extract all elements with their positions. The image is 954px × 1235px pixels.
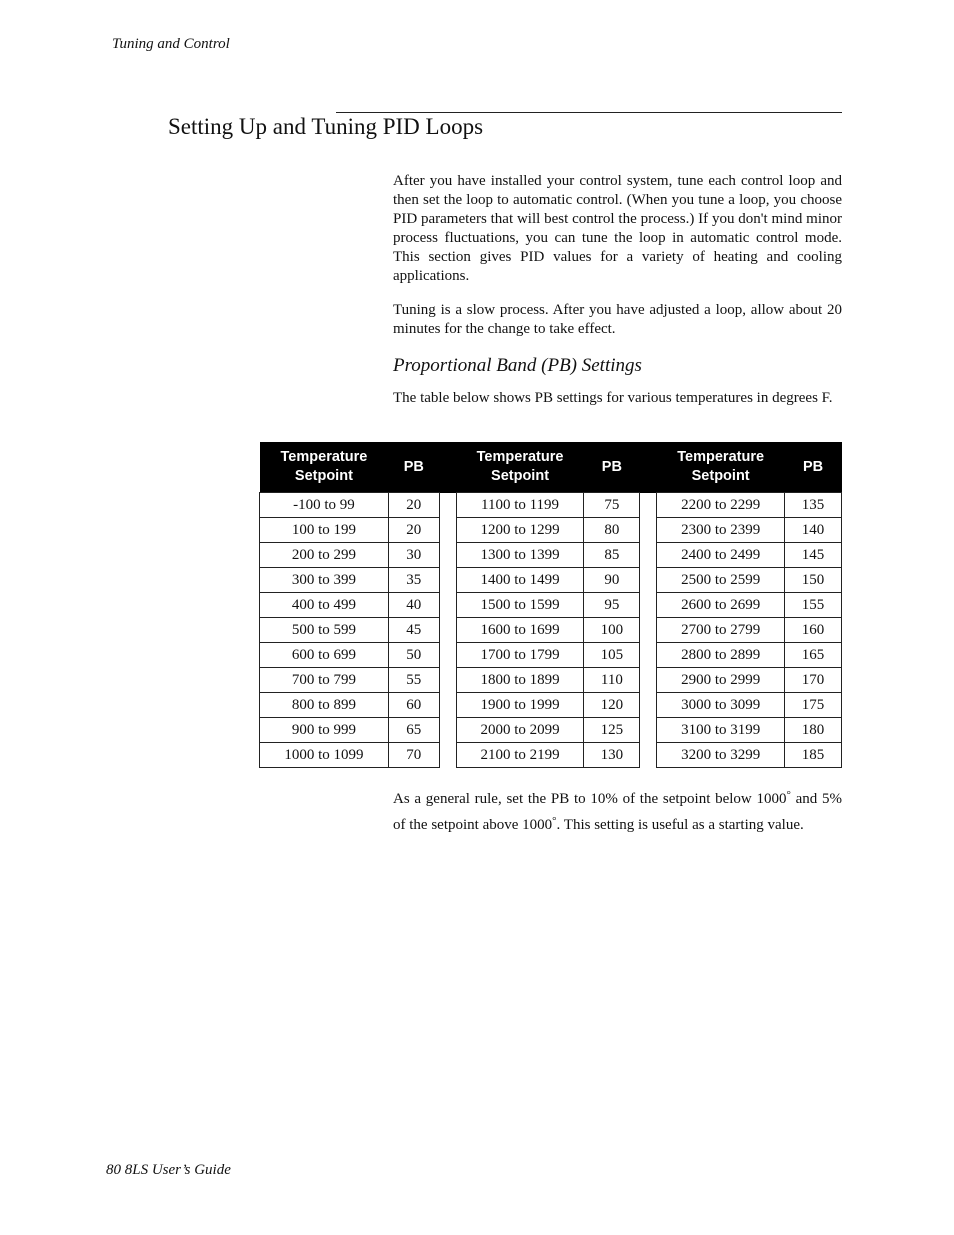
pb-cell: 75 — [584, 493, 640, 518]
general-rule-paragraph: As a general rule, set the PB to 10% of the setpoint below 1000° and 5% of the setpoint above 1000°. This setting is useful as a starting value. — [393, 789, 842, 833]
header-temperature-setpoint: Temperature Setpoint — [657, 442, 785, 493]
temperature-setpoint-cell: 2500 to 2599 — [657, 568, 785, 593]
pb-cell: 20 — [388, 493, 439, 518]
pb-cell: 85 — [584, 543, 640, 568]
temperature-setpoint-cell: 2000 to 2099 — [456, 718, 584, 743]
pb-cell: 110 — [584, 668, 640, 693]
temperature-setpoint-cell: 2100 to 2199 — [456, 743, 584, 768]
temperature-setpoint-cell: 500 to 599 — [260, 618, 389, 643]
temperature-setpoint-cell: 1400 to 1499 — [456, 568, 584, 593]
pb-cell: 35 — [388, 568, 439, 593]
temperature-setpoint-cell: 2600 to 2699 — [657, 593, 785, 618]
temperature-setpoint-cell: 1900 to 1999 — [456, 693, 584, 718]
table-row — [260, 718, 842, 743]
temperature-setpoint-cell: 2700 to 2799 — [657, 618, 785, 643]
column-gap — [640, 593, 657, 618]
column-gap — [640, 693, 657, 718]
temperature-setpoint-cell: 800 to 899 — [260, 693, 389, 718]
column-gap — [439, 618, 456, 643]
pb-cell: 80 — [584, 518, 640, 543]
table-row — [260, 543, 842, 568]
pb-cell: 20 — [388, 518, 439, 543]
section-rule — [336, 112, 842, 113]
column-gap — [640, 643, 657, 668]
pb-cell: 125 — [584, 718, 640, 743]
tuning-paragraph: Tuning is a slow process. After you have adjusted a loop, allow about 20 minutes for the change to take effect. — [393, 302, 842, 337]
column-gap — [640, 718, 657, 743]
section-title: Setting Up and Tuning PID Loops — [168, 114, 484, 139]
temperature-setpoint-cell: 100 to 199 — [260, 518, 389, 543]
column-gap — [439, 518, 456, 543]
pb-cell: 165 — [785, 643, 842, 668]
column-gap — [640, 493, 657, 518]
header-temperature-setpoint: Temperature Setpoint — [456, 442, 584, 493]
column-gap — [640, 618, 657, 643]
header-pb: PB — [388, 442, 439, 493]
pb-cell: 95 — [584, 593, 640, 618]
table-row — [260, 743, 842, 768]
temperature-setpoint-cell: 2400 to 2499 — [657, 543, 785, 568]
temperature-setpoint-cell: 300 to 399 — [260, 568, 389, 593]
pb-cell: 40 — [388, 593, 439, 618]
column-gap — [439, 693, 456, 718]
degree-symbol: ° — [786, 789, 791, 801]
column-gap — [439, 718, 456, 743]
temperature-setpoint-cell: 1100 to 1199 — [456, 493, 584, 518]
column-gap — [439, 568, 456, 593]
temperature-setpoint-cell: 3000 to 3099 — [657, 693, 785, 718]
pb-cell: 150 — [785, 568, 842, 593]
pb-cell: 170 — [785, 668, 842, 693]
column-gap — [439, 493, 456, 518]
table-row — [260, 668, 842, 693]
pb-cell: 105 — [584, 643, 640, 668]
page-footer: 80 8LS User’s Guide — [106, 1162, 231, 1178]
pb-cell: 140 — [785, 518, 842, 543]
intro-paragraph: After you have installed your control system, tune each control loop and then set the loop to automatic control. (When you tune a loop, you choose PID parameters that will best control the process.) If you don't mind minor process fluctuations, you can tune the loop in automatic control mode. This section gives PID values for a variety of heating and cooling applications. — [393, 173, 842, 284]
pb-settings-table — [259, 442, 842, 768]
table-intro: The table below shows PB settings for various temperatures in degrees F. — [393, 390, 833, 406]
header-gap — [439, 442, 456, 493]
column-gap — [439, 543, 456, 568]
temperature-setpoint-cell: 900 to 999 — [260, 718, 389, 743]
table-row — [260, 643, 842, 668]
pb-cell: 135 — [785, 493, 842, 518]
table-row — [260, 568, 842, 593]
pb-cell: 155 — [785, 593, 842, 618]
degree-symbol: ° — [552, 815, 557, 827]
running-head: Tuning and Control — [112, 36, 230, 52]
column-gap — [640, 668, 657, 693]
pb-cell: 130 — [584, 743, 640, 768]
temperature-setpoint-cell: 2200 to 2299 — [657, 493, 785, 518]
temperature-setpoint-cell: 1500 to 1599 — [456, 593, 584, 618]
table-body — [260, 493, 842, 768]
temperature-setpoint-cell: 3200 to 3299 — [657, 743, 785, 768]
pb-cell: 55 — [388, 668, 439, 693]
temperature-setpoint-cell: 700 to 799 — [260, 668, 389, 693]
temperature-setpoint-cell: 200 to 299 — [260, 543, 389, 568]
column-gap — [640, 543, 657, 568]
pb-cell: 120 — [584, 693, 640, 718]
pb-cell: 60 — [388, 693, 439, 718]
column-gap — [439, 643, 456, 668]
table-header-row — [260, 442, 842, 493]
pb-cell: 180 — [785, 718, 842, 743]
pb-cell: 145 — [785, 543, 842, 568]
temperature-setpoint-cell: 2800 to 2899 — [657, 643, 785, 668]
temperature-setpoint-cell: 600 to 699 — [260, 643, 389, 668]
column-gap — [640, 743, 657, 768]
temperature-setpoint-cell: 1200 to 1299 — [456, 518, 584, 543]
column-gap — [640, 518, 657, 543]
temperature-setpoint-cell: -100 to 99 — [260, 493, 389, 518]
pb-cell: 50 — [388, 643, 439, 668]
table-row — [260, 618, 842, 643]
temperature-setpoint-cell: 2300 to 2399 — [657, 518, 785, 543]
table-row — [260, 493, 842, 518]
temperature-setpoint-cell: 1800 to 1899 — [456, 668, 584, 693]
temperature-setpoint-cell: 2900 to 2999 — [657, 668, 785, 693]
table-row — [260, 593, 842, 618]
temperature-setpoint-cell: 1700 to 1799 — [456, 643, 584, 668]
pb-cell: 90 — [584, 568, 640, 593]
temperature-setpoint-cell: 1600 to 1699 — [456, 618, 584, 643]
pb-cell: 30 — [388, 543, 439, 568]
pb-cell: 45 — [388, 618, 439, 643]
header-temperature-setpoint: Temperature Setpoint — [260, 442, 389, 493]
column-gap — [640, 568, 657, 593]
header-pb: PB — [785, 442, 842, 493]
column-gap — [439, 593, 456, 618]
table-row — [260, 518, 842, 543]
header-pb: PB — [584, 442, 640, 493]
header-gap — [640, 442, 657, 493]
pb-cell: 70 — [388, 743, 439, 768]
pb-cell: 100 — [584, 618, 640, 643]
temperature-setpoint-cell: 1300 to 1399 — [456, 543, 584, 568]
temperature-setpoint-cell: 3100 to 3199 — [657, 718, 785, 743]
pb-cell: 175 — [785, 693, 842, 718]
column-gap — [439, 743, 456, 768]
pb-cell: 185 — [785, 743, 842, 768]
pb-cell: 160 — [785, 618, 842, 643]
pb-cell: 65 — [388, 718, 439, 743]
column-gap — [439, 668, 456, 693]
table-row — [260, 693, 842, 718]
temperature-setpoint-cell: 400 to 499 — [260, 593, 389, 618]
subsection-heading: Proportional Band (PB) Settings — [393, 355, 642, 376]
temperature-setpoint-cell: 1000 to 1099 — [260, 743, 389, 768]
